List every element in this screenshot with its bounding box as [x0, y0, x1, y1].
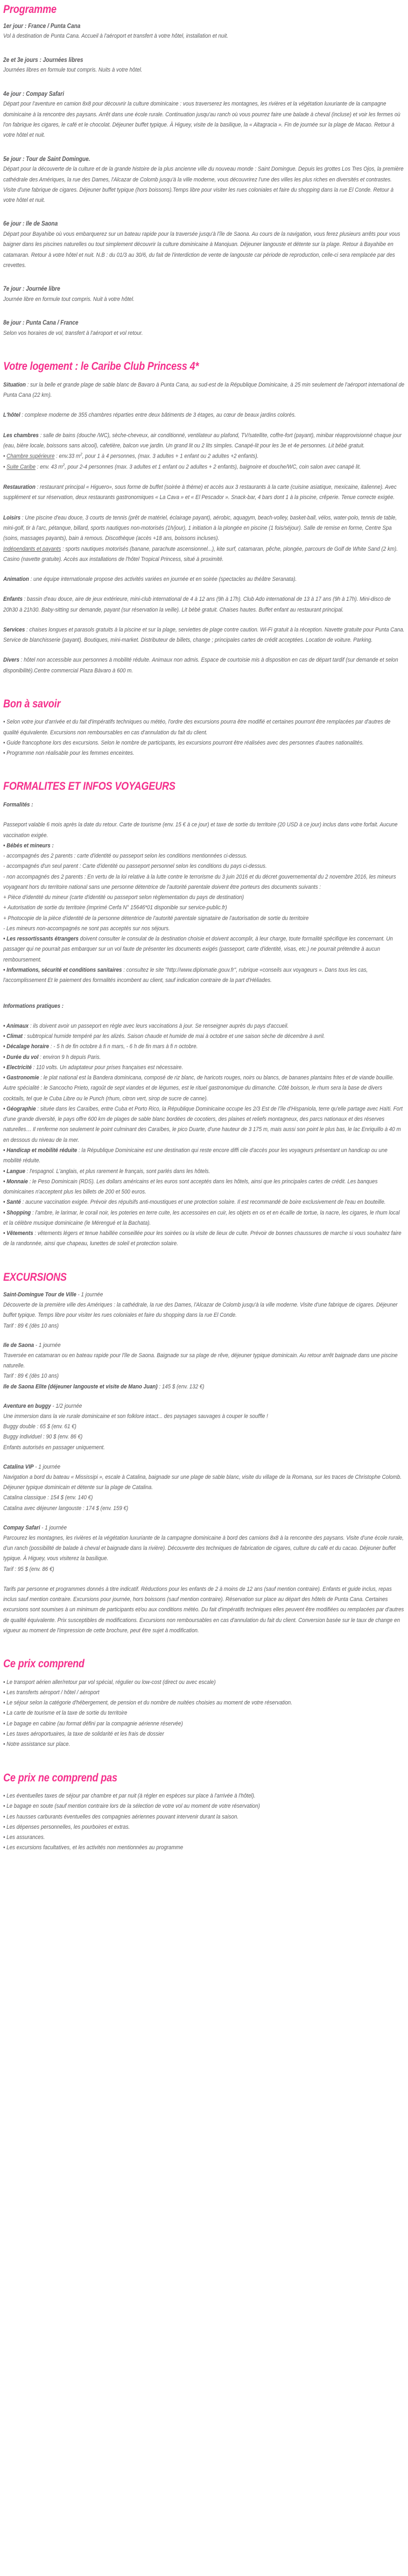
day-heading: 6e jour : Ile de Saona [3, 221, 58, 228]
includes-list [3, 1677, 405, 1750]
safety-info: • Informations, sécurité et conditions sanitaires : consultez le site "http://www.diplomatie.gouv.fr", rubrique «conseils aux voyageurs ». Dans tous les cas, l'accomplissement Et le paiement des formalités incombent au client, sauf indication contraire de la part d'Héliades. [3, 966, 368, 984]
list-item: • Le séjour selon la catégorie d'hébergement, de pension et du nombre de nuitées choisies au moment de votre réservation. [3, 1700, 292, 1707]
section-title-bon-a-savoir: Bon à savoir [3, 697, 61, 710]
list-item: • Les transferts aéroport / hôtel / aéroport [3, 1689, 100, 1696]
list-item: • Les taxes aéroportuaires, la taxe de solidarité et les frais de dossier [3, 1730, 164, 1737]
day-block [3, 57, 405, 76]
hotel-divers: Divers : hôtel non accessible aux personnes à mobilité réduite. Animaux non admis. Espace de courtoisie mis à disposition en cas de départ tardif (sur demande et selon disponibilité).Centre commercial Plaza Bàvaro à 600 m. [3, 657, 398, 674]
hotel-restauration: Restauration : restaurant principal « Higuero», sous forme de buffet (soirée à thème) et accès aux 3 restaurants à la carte (cuisine asiatique, mexicaine, italienne). Avec supplément et sur réservation, deux restaurants gastronomiques « La Cava » et « El Pescador ». Snack-bar, 4 bars dont 1 à la piscine, crêperie. Tenue correcte exigée. [3, 484, 397, 501]
excludes-list [3, 1791, 405, 1854]
list-item: • Les hausses carburants éventuelles des compagnies aériennes pouvant intervenir durant la saison. [3, 1813, 239, 1820]
excursion-note: Enfants autorisés en passager uniquement. [3, 1444, 105, 1451]
hotel-label: L'hôtel [3, 412, 20, 419]
list-item: • Vêtements : vêtements légers et tenue habillée conseillée pour les soirées ou la visite de lieux de culte. Prévoir de bonnes chaussures de marche si vous souhaitez faire de la randonnée, ainsi que chapeau, lunettes de soleil et protection solaire. [3, 1230, 402, 1247]
hotel-text: : complexe moderne de 355 chambres réparties entre deux bâtiments de 3 étages, au cœur de beaux jardins colorés. [20, 412, 296, 419]
list-item: • Gastronomie : le plat national est la Bandera dominicana, composé de riz blanc, de haricots rouges, noirs ou blancs, de bananes plantains frites et de viande bouillie. Autre spécialité : le Sancocho Prieto, ragoût de sept viandes et de légumes, est le rituel gastronomique du dimanche. Côté boisson, le rhum sera la base de divers cocktails, tel que le Cuba Libre ou le Punch (rhum, citron vert, sirop de sucre de canne). [3, 1075, 395, 1102]
chambres-label: Les chambres [3, 432, 39, 439]
list-item: + Pièce d'identité du mineur (carte d'identité ou passeport selon règlementation du pays de destination) [3, 894, 244, 901]
day-block [3, 156, 405, 206]
excursion-description: Navigation a bord du bateau « Mississipi », escale à Catalina, baignade sur une plage de sable blanc, visite du village de la Romana, sur les traces de Christophe Colomb. Déjeuner typique dominicain et détente sur la plage de Catalina. [3, 1473, 402, 1491]
excursion-description: Découverte de la première ville des Amériques : la cathédrale, la rue des Dames, l'Alcazar de Colomb jusqu'à la ville moderne. Visite d'une fabrique de cigares. Déjeuner buffet typique. Temps libre pour visiter les rues coloniales et faire du shopping dans la rue El Conde. [3, 1302, 398, 1319]
situation-label: Situation [3, 381, 26, 388]
room-type-item: • Chambre supérieure : env.33 $m^2$, pour 1 à 4 personnes, (max. 3 adultes + 1 enfant ou 2 adultes +2 enfants). [3, 452, 259, 460]
day-heading: 4e jour : Compay Safari [3, 90, 65, 97]
hotel-animation: Animation : une équipe internationale propose des activités variées en journée et en soirée (spectacles au théâtre Seranata). [3, 576, 297, 583]
list-item: • Géographie : située dans les Caraïbes, entre Cuba et Porto Rico, la République Dominicaine occupe les 2/3 Est de l'île d'Hispaniola, terre qu'elle partage avec Haïti. Fort d'une grande diversité, le pays offre 600 km de plages de sable blanc bordées de cocotiers, des plaines et reliefs montagneux, des parcs nationaux et des réserves naturelles… Il renferme non seulement le point culminant des Caraïbes, le pico Duarte, d'une hauteur de 3 175 m, mais aussi son point le plus bas, le lac Enriquillo à 40 m en dessous du niveau de la mer. [3, 1105, 403, 1143]
minors-list [3, 851, 405, 934]
minors-label: • Bébés et mineurs : [3, 842, 54, 849]
day-text: Vol à destination de Punta Cana. Accueil à l'aéroport et transfert à votre hôtel, installation et nuit. [3, 33, 228, 40]
section-title-prix-ne-comprend-pas: Ce prix ne comprend pas [3, 1771, 117, 1784]
excursion-price: Tarif : 89 € (dès 10 ans) [3, 1322, 59, 1329]
list-item: - non accompagnés des 2 parents : En vertu de la loi relative à la lutte contre le terrorisme du 3 juin 2016 et du décret gouvernemental du 2 novembre 2016, les mineurs voyageant hors du territoire national sans une personne détentrice de l'autorité parentale doivent être porteurs des documents suivants : [3, 873, 396, 890]
list-item: • Le bagage en soute (sauf mention contraire lors de la sélection de votre vol au moment de votre réservation) [3, 1803, 260, 1810]
section-title-excursions: EXCURSIONS [3, 1271, 67, 1283]
list-item: • Notre assistance sur place. [3, 1741, 71, 1748]
excursion-variant: Ile de Saona Elite (déjeuner langouste et visite de Mano Juan) : 145 $ (env. 132 €) [3, 1383, 205, 1390]
list-item: • Electricité : 110 volts. Un adaptateur pour prises françaises est nécessaire. [3, 1064, 184, 1071]
hotel-enfants: Enfants : bassin d'eau douce, aire de jeux extérieure, mini-club international de 4 à 12 ans (9h à 17h). Club Ado international de 13 à 17 ans (9h à 17h). Mini-disco de 20h30 à 21h30. Baby-sitting sur demande, payant (sur réservation la veille). Lit bébé gratuit. Chaises hautes. Buffet enfant au restaurant principal. [3, 596, 391, 613]
list-item: • Programme non réalisable pour les femmes enceintes. [3, 750, 135, 757]
list-item: • Les excursions facultatives, et les activités non mentionnées au programme [3, 1844, 184, 1851]
list-item: • Les assurances. [3, 1834, 45, 1841]
list-item: • Décalage horaire : - 5 h de fin octobre à fi n mars, - 6 h de fin mars à fi n octobre. [3, 1043, 198, 1050]
day-block [3, 286, 405, 305]
hotel-rooms [3, 431, 404, 452]
list-item: • Handicap et mobilité réduite : la République Dominicaine est une destination qui reste encore diffi cile d'accès pour les voyageurs présentant un handicap ou une mobilité réduite. [3, 1147, 388, 1164]
infos-pratiques-label: Informations pratiques : [3, 1002, 64, 1009]
infos-pratiques-list [3, 1021, 405, 1250]
day-text: Journée libre en formule tout compris. Nuit à votre hôtel. [3, 296, 135, 303]
day-heading: 2e et 3e jours : Journées libres [3, 57, 83, 64]
list-item: • Monnaie : le Peso Dominicain (RDS). Les dollars américains et les euros sont acceptés dans les hôtels, ainsi que les principales cartes de crédit. Les banques dominicaines n'acceptent plus les billets de 200 et 500 euros. [3, 1178, 378, 1196]
section-title-prix-comprend: Ce prix comprend [3, 1658, 85, 1670]
passport-requirements: Passeport valable 6 mois après la date du retour. Carte de tourisme (env. 15 € à ce jour) et taxe de sortie du territoire (20 USD à ce jour) inclus dans votre forfait. Aucune vaccination exigée. [3, 822, 398, 839]
list-item: + Photocopie de la pièce d'identité de la personne détentrice de l'autorité parentale signataire de l'autorisation de sortie du territoire [3, 915, 309, 922]
formalites-label: Formalités : [3, 802, 33, 808]
room-type-name: Chambre supérieure [6, 453, 55, 460]
list-item: + Autorisation de sortie du territoire (imprimé Cerfa N° 15646*01 disponible sur service-public.fr) [3, 904, 227, 911]
foreign-nationals: • Les ressortissants étrangers doivent consulter le consulat de la destination choisie et doivent accomplir, à leur charge, toute formalité spécifique les concernant. Un passager qui ne pourrait pas embarquer sur un vol faute de présenter les documents exigés (passeport, carte d'identité, visas, etc.) ne pourrait prétendre à aucun remboursement. [3, 936, 393, 963]
excursion-price-alt: Catalina avec déjeuner langouste : 174 $ (env. 159 €) [3, 1505, 129, 1512]
situation-text: : sur la belle et grande plage de sable blanc de Bavaro à Punta Cana, au sud-est de la République Dominicaine, à 25 min seulement de l'aéroport international de Punta Cana (22 km). [3, 381, 405, 399]
excursion-name: Aventure en buggy - 1/2 journée [3, 1402, 82, 1409]
day-block [3, 23, 405, 42]
day-text: Départ pour la découverte de la culture et de la grande histoire de la plus ancienne ville du nouveau monde : Saint Domingue. Depuis les grottes Los Tres Ojos, la première cathédrale des Amériques, la rue des Dames, l'Alcazar de Colomb jusqu'à la ville moderne, vous découvrirez l'une des villes les plus riches en diversités et contrastes. Visite d'une fabrique de cigares. Déjeuner buffet typique (hors boissons).Temps libre pour visiter les rues coloniales et faire du shopping dans la rue El Conde. Retour à votre hôtel et nuit. [3, 166, 404, 204]
list-item: - accompagnés des 2 parents : carte d'identité ou passeport selon les conditions mentionnées ci-dessus. [3, 853, 248, 860]
day-text: Départ pour Bayahibe où vous embarquerez sur un bateau rapide pour la traversée jusqu'à l'île de Saona. Au cours de la navigation, vous ferez plusieurs arrêts pour vous baigner dans les piscines naturelles ou tout simplement découvrir la culture dominicaine à Manojuan. Déjeuner langouste et détente sur la plage. Retour à Bayahibe en catamaran. Retour à votre hôtel et nuit. N.B : du 01/3 au 30/6, du fait de l'interdiction de vente de langouste car période de reproduction, celle-ci sera remplacée par des crevettes. [3, 231, 400, 269]
excursion-name: Saint-Domingue Tour de Ville - 1 journée [3, 1291, 103, 1298]
day-block [3, 91, 405, 141]
hotel-services: Services : chaises longues et parasols gratuits à la piscine et sur la plage, serviettes de plage contre caution. Wi-Fi gratuit à la réception. Navette gratuite pour Punta Cana. Service de blanchisserie (payant). Boutiques, mini-market. Distributeur de billets, change ; principales cartes de crédit acceptées. Location de voiture. Parking. [3, 626, 405, 644]
room-type-item: • Suite Caribe : env. 43 $m^2$, pour 2-4 personnes (max. 3 adultes et 1 enfant ou 2 adultes + 2 enfants), baignoire et douche/WC, coin salon avec canapé lit. [3, 462, 361, 471]
list-item: • La carte de tourisme et la taxe de sortie du territoire [3, 1710, 128, 1717]
section-title-logement: Votre logement : le Caribe Club Princess 4* [3, 360, 199, 373]
hotel-loisirs-payants: Indépendants et payants : sports nautiques motorisés (banane, parachute ascensionnel...), kite surf, catamaran, pêche, plongée, parcours de Golf de White Sand (2 km). Casino (navette gratuite). Accès aux installations de l'hôtel Tropical Princess, situé à proximité. [3, 545, 398, 563]
excursion-name: Compay Safari - 1 journée [3, 1524, 67, 1531]
excursion-price: Tarif : 89 € (dès 10 ans) [3, 1373, 59, 1380]
excursion-name: Ile de Saona - 1 journée [3, 1342, 61, 1349]
list-item: • Guide francophone lors des excursions. Selon le nombre de participants, les excursions pourront être réalisées avec des personnes d'autres nationalités. [3, 739, 364, 746]
day-block [3, 221, 405, 271]
excursions-disclaimer: Tarifs par personne et programmes donnés à titre indicatif. Réductions pour les enfants de 2 à moins de 12 ans (sauf mention contraire). Enfants et guide inclus, repas inclus sauf mention contraire. Excursions pour journée, hors boissons (sauf mention contraire). Réservation sur place au départ des hôtels de Punta Cana. Certaines excursions sont soumises à un minimum de participants et/ou aux conditions météo. Du fait d'impératifs techniques elles peuvent être modifiées ou remplacées par d'autres de qualité équivalente. Prix susceptibles de modifications. Excursions non remboursables en cas d'annulation du fait du client. Conversion basée sur le taux de change en vigueur au moment de l'impression de cette brochure, peut être sujet à modification. [3, 1585, 404, 1634]
excursion-name: Catalina VIP - 1 journée [3, 1463, 61, 1470]
section-title-formalites: FORMALITES ET INFOS VOYAGEURS [3, 780, 175, 793]
day-text: Selon vos horaires de vol, transfert à l'aéroport et vol retour. [3, 330, 143, 337]
list-item: • Langue : l'espagnol. L'anglais, et plus rarement le français, sont parlés dans les hôtels. [3, 1168, 210, 1175]
list-item: - accompagnés d'un seul parent : Carte d'identité ou passeport personnel selon les conditions du pays ci-dessus. [3, 863, 267, 870]
list-item: • Shopping : l'ambre, le larimar, le corail noir, les poteries en terre cuite, les accessoires en cuir, les objets en os et en écaille de tortue, la nacre, les cigares, le rhum local et la célèbre musique dominicaine (le Mérengué et la Bachata). [3, 1209, 400, 1226]
list-item: • Durée du vol : environ 9 h depuis Paris. [3, 1054, 101, 1061]
day-heading: 1er jour : France / Punta Cana [3, 23, 81, 30]
list-item: • Animaux : ils doivent avoir un passeport en règle avec leurs vaccinations à jour. Se renseigner auprès du pays d'accueil. [3, 1022, 289, 1029]
room-type-name: Suite Caribe [6, 464, 36, 471]
excursion-description: Une immersion dans la vie rurale dominicaine et son folklore intact... des paysages sauvages à couper le souffle ! [3, 1413, 268, 1420]
hotel-description [3, 410, 404, 420]
day-heading: 8e jour : Punta Cana / France [3, 320, 79, 327]
list-item: • Les éventuelles taxes de séjour par chambre et par nuit (à régler en espèces sur place à l'arrivée à l'hôtel). [3, 1793, 256, 1800]
room-type-list [3, 451, 405, 473]
excursion-price: Tarif : 95 $ (env. 86 €) [3, 1566, 54, 1573]
excursion-price: Catalina classique : 154 $ (env. 140 €) [3, 1494, 93, 1501]
hotel-situation [3, 380, 404, 401]
list-item: • Selon votre jour d'arrivée et du fait d'impératifs techniques ou météo, l'ordre des excursions pourra être modifié et certaines pourront être remplacées par d'autres de qualité équivalente. Excursions non remboursables en cas d'annulation du fait du client. [3, 719, 391, 736]
day-block [3, 320, 405, 339]
hotel-loisirs: Loisirs : Une piscine d'eau douce, 3 courts de tennis (prêt de matériel, éclairage payant), aérobic, aquagym, beach-volley, basket-ball, vélos, water-polo, tennis de table, mini-golf, tir à l'arc, pétanque, billard, sports nautiques non-motorisés (1h/jour), 1 initiation à la plongée en piscine (1 fois/séjour). Salle de remise en forme, Centre Spa (soins, massages payants), bain à remous. Discothèque (accès +18 ans, boissons incluses). [3, 514, 397, 542]
list-item: • Les dépenses personnelles, les pourboires et extras. [3, 1823, 130, 1830]
excursion-description: Traversée en catamaran ou en bateau rapide pour l'île de Saona. Baignade sur sa plage de rêve, déjeuner typique dominicain. Au retour arrêt baignade dans une piscine naturelle. [3, 1352, 398, 1370]
list-item: • Santé : aucune vaccination exigée. Prévoir des répulsifs anti-moustiques et une protection solaire. Il est recommandé de boire exclusivement de l'eau en bouteille. [3, 1199, 386, 1206]
list-item: - Les mineurs non-accompagnés ne sont pas acceptés sur nos séjours. [3, 925, 170, 932]
chambres-text: : salle de bains (douche /WC), sèche-cheveux, air conditionné, ventilateur au plafond, TV/satellite, coffre-fort (payant), minibar réapprovisionné chaque jour (eau, bière locale, boissons sans alcool), cafetière, balcon vue jardin. Un grand lit ou 2 lits simples. Canapé-lit pour les 3e et 4e personnes. Lit bébé gratuit. [3, 432, 402, 449]
excursion-description: Parcourez les montagnes, les rivières et la végétation luxuriante de la campagne dominicaine à bord des camions 8x8 à la rencontre des paysans. Visite d'une école rurale, d'un ranch (possibilité de balade à cheval et baignade dans la rivière). Découverte des techniques de fabrication de cigares, culture du café et du cacao. Déjeuner buffet typique. À Higuey, vous visiterez la basilique. [3, 1534, 404, 1562]
section-title-programme: Programme [3, 3, 57, 16]
excursion-price-alt: Buggy individuel : 90 $ (env. 86 €) [3, 1434, 83, 1441]
list-item: • Le transport aérien aller/retour par vol spécial, régulier ou low-cost (direct ou avec escale) [3, 1679, 216, 1686]
day-text: Départ pour l'aventure en camion 8x8 pour découvrir la culture dominicaine : vous traverserez les montagnes, les rivières et la végétation luxuriante de la campagne dominicaine à la rencontre des paysans. Arrêt dans une école rurale. Continuation jusqu'au ranch où vous pourrez faire une balade à cheval (incluse) et voir les fermes où l'on fabrique les cigares, le café et le chocolat. Déjeuner buffet typique. À Higuey, visite de la basilique, la « Altagracia ». Fin de journée sur la plage de Macao. Retour à votre hôtel et nuit. [3, 101, 400, 139]
bon-a-savoir-list [3, 717, 405, 759]
day-heading: 5e jour : Tour de Saint Domingue. [3, 156, 90, 163]
day-heading: 7e jour : Journée libre [3, 286, 60, 293]
list-item: • Le bagage en cabine (au format défini par la compagnie aérienne réservée) [3, 1720, 183, 1727]
list-item: • Climat : subtropical humide tempéré par les alizés. Saison chaude et humide de mai à octobre et une saison sèche de décembre à avril. [3, 1033, 325, 1040]
day-text: Journées libres en formule tout compris. Nuits à votre hôtel. [3, 67, 143, 74]
excursion-price: Buggy double : 65 $ (env. 61 €) [3, 1423, 76, 1430]
